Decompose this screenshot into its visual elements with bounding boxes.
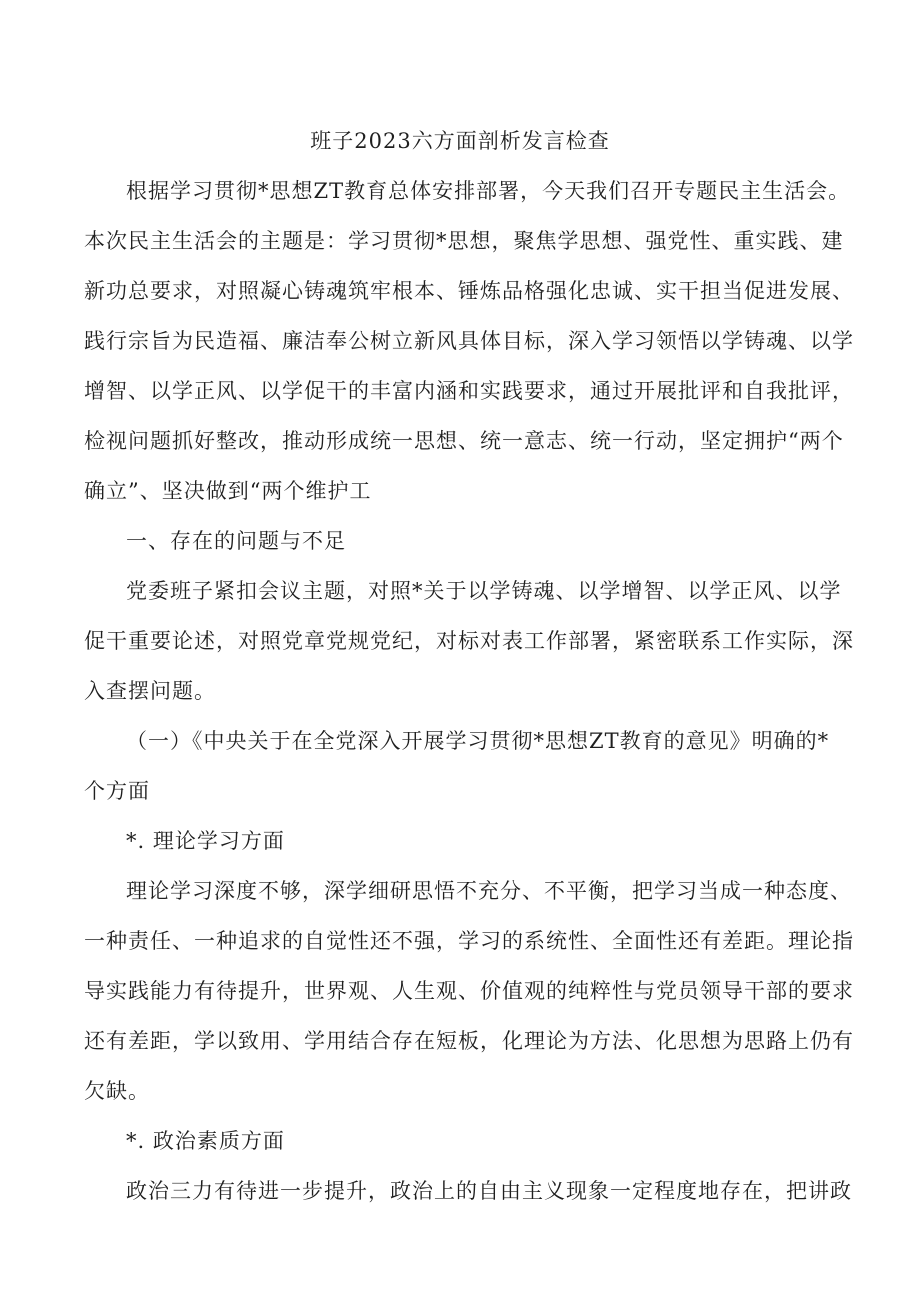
section-line: 入查摆问题。 xyxy=(84,679,216,703)
subsection-heading: （一）《中央关于在全党深入开展学习贯彻*思想ZT教育的意见》明确的* xyxy=(126,729,830,753)
item-heading: *. 理论学习方面 xyxy=(126,829,285,853)
intro-line: 践行宗旨为民造福、廉洁奉公树立新风具体目标，深入学习领悟以学铸魂、以学 xyxy=(84,329,854,353)
document-title: 班子2023六方面剖析发言检查 xyxy=(310,129,610,153)
section-line: 党委班子紧扣会议主题，对照*关于以学铸魂、以学增智、以学正风、以学 xyxy=(126,579,842,603)
item-line: 欠缺。 xyxy=(84,1079,150,1103)
item-line: 一种责任、一种追求的自觉性还不强，学习的系统性、全面性还有差距。理论指 xyxy=(84,929,854,953)
intro-line: 检视问题抓好整改，推动形成统一思想、统一意志、统一行动，坚定拥护“两个 xyxy=(84,429,844,453)
subsection-heading: 个方面 xyxy=(84,779,150,803)
intro-line: 本次民主生活会的主题是：学习贯彻*思想，聚焦学思想、强党性、重实践、建 xyxy=(84,229,844,253)
item-line: 理论学习深度不够，深学细研思悟不充分、不平衡，把学习当成一种态度、 xyxy=(126,879,852,903)
intro-line: 增智、以学正风、以学促干的丰富内涵和实践要求，通过开展批评和自我批评， xyxy=(84,379,854,403)
item-line: 导实践能力有待提升，世界观、人生观、价值观的纯粹性与党员领导干部的要求 xyxy=(84,979,854,1003)
section-line: 促干重要论述，对照党章党规党纪，对标对表工作部署，紧密联系工作实际，深 xyxy=(84,629,854,653)
item-line: 政治三力有待进一步提升，政治上的自由主义现象一定程度地存在，把讲政 xyxy=(126,1179,852,1203)
intro-line: 新功总要求，对照凝心铸魂筑牢根本、锤炼品格强化忠诚、实干担当促进发展、 xyxy=(84,279,854,303)
intro-line: 确立”、坚决做到“两个维护工 xyxy=(84,479,372,503)
section-heading: 一、存在的问题与不足 xyxy=(126,529,346,553)
item-line: 还有差距，学以致用、学用结合存在短板，化理论为方法、化思想为思路上仍有 xyxy=(84,1029,854,1053)
intro-line: 根据学习贯彻*思想ZT教育总体安排部署，今天我们召开专题民主生活会。 xyxy=(126,179,851,203)
item-heading: *. 政治素质方面 xyxy=(126,1129,285,1153)
